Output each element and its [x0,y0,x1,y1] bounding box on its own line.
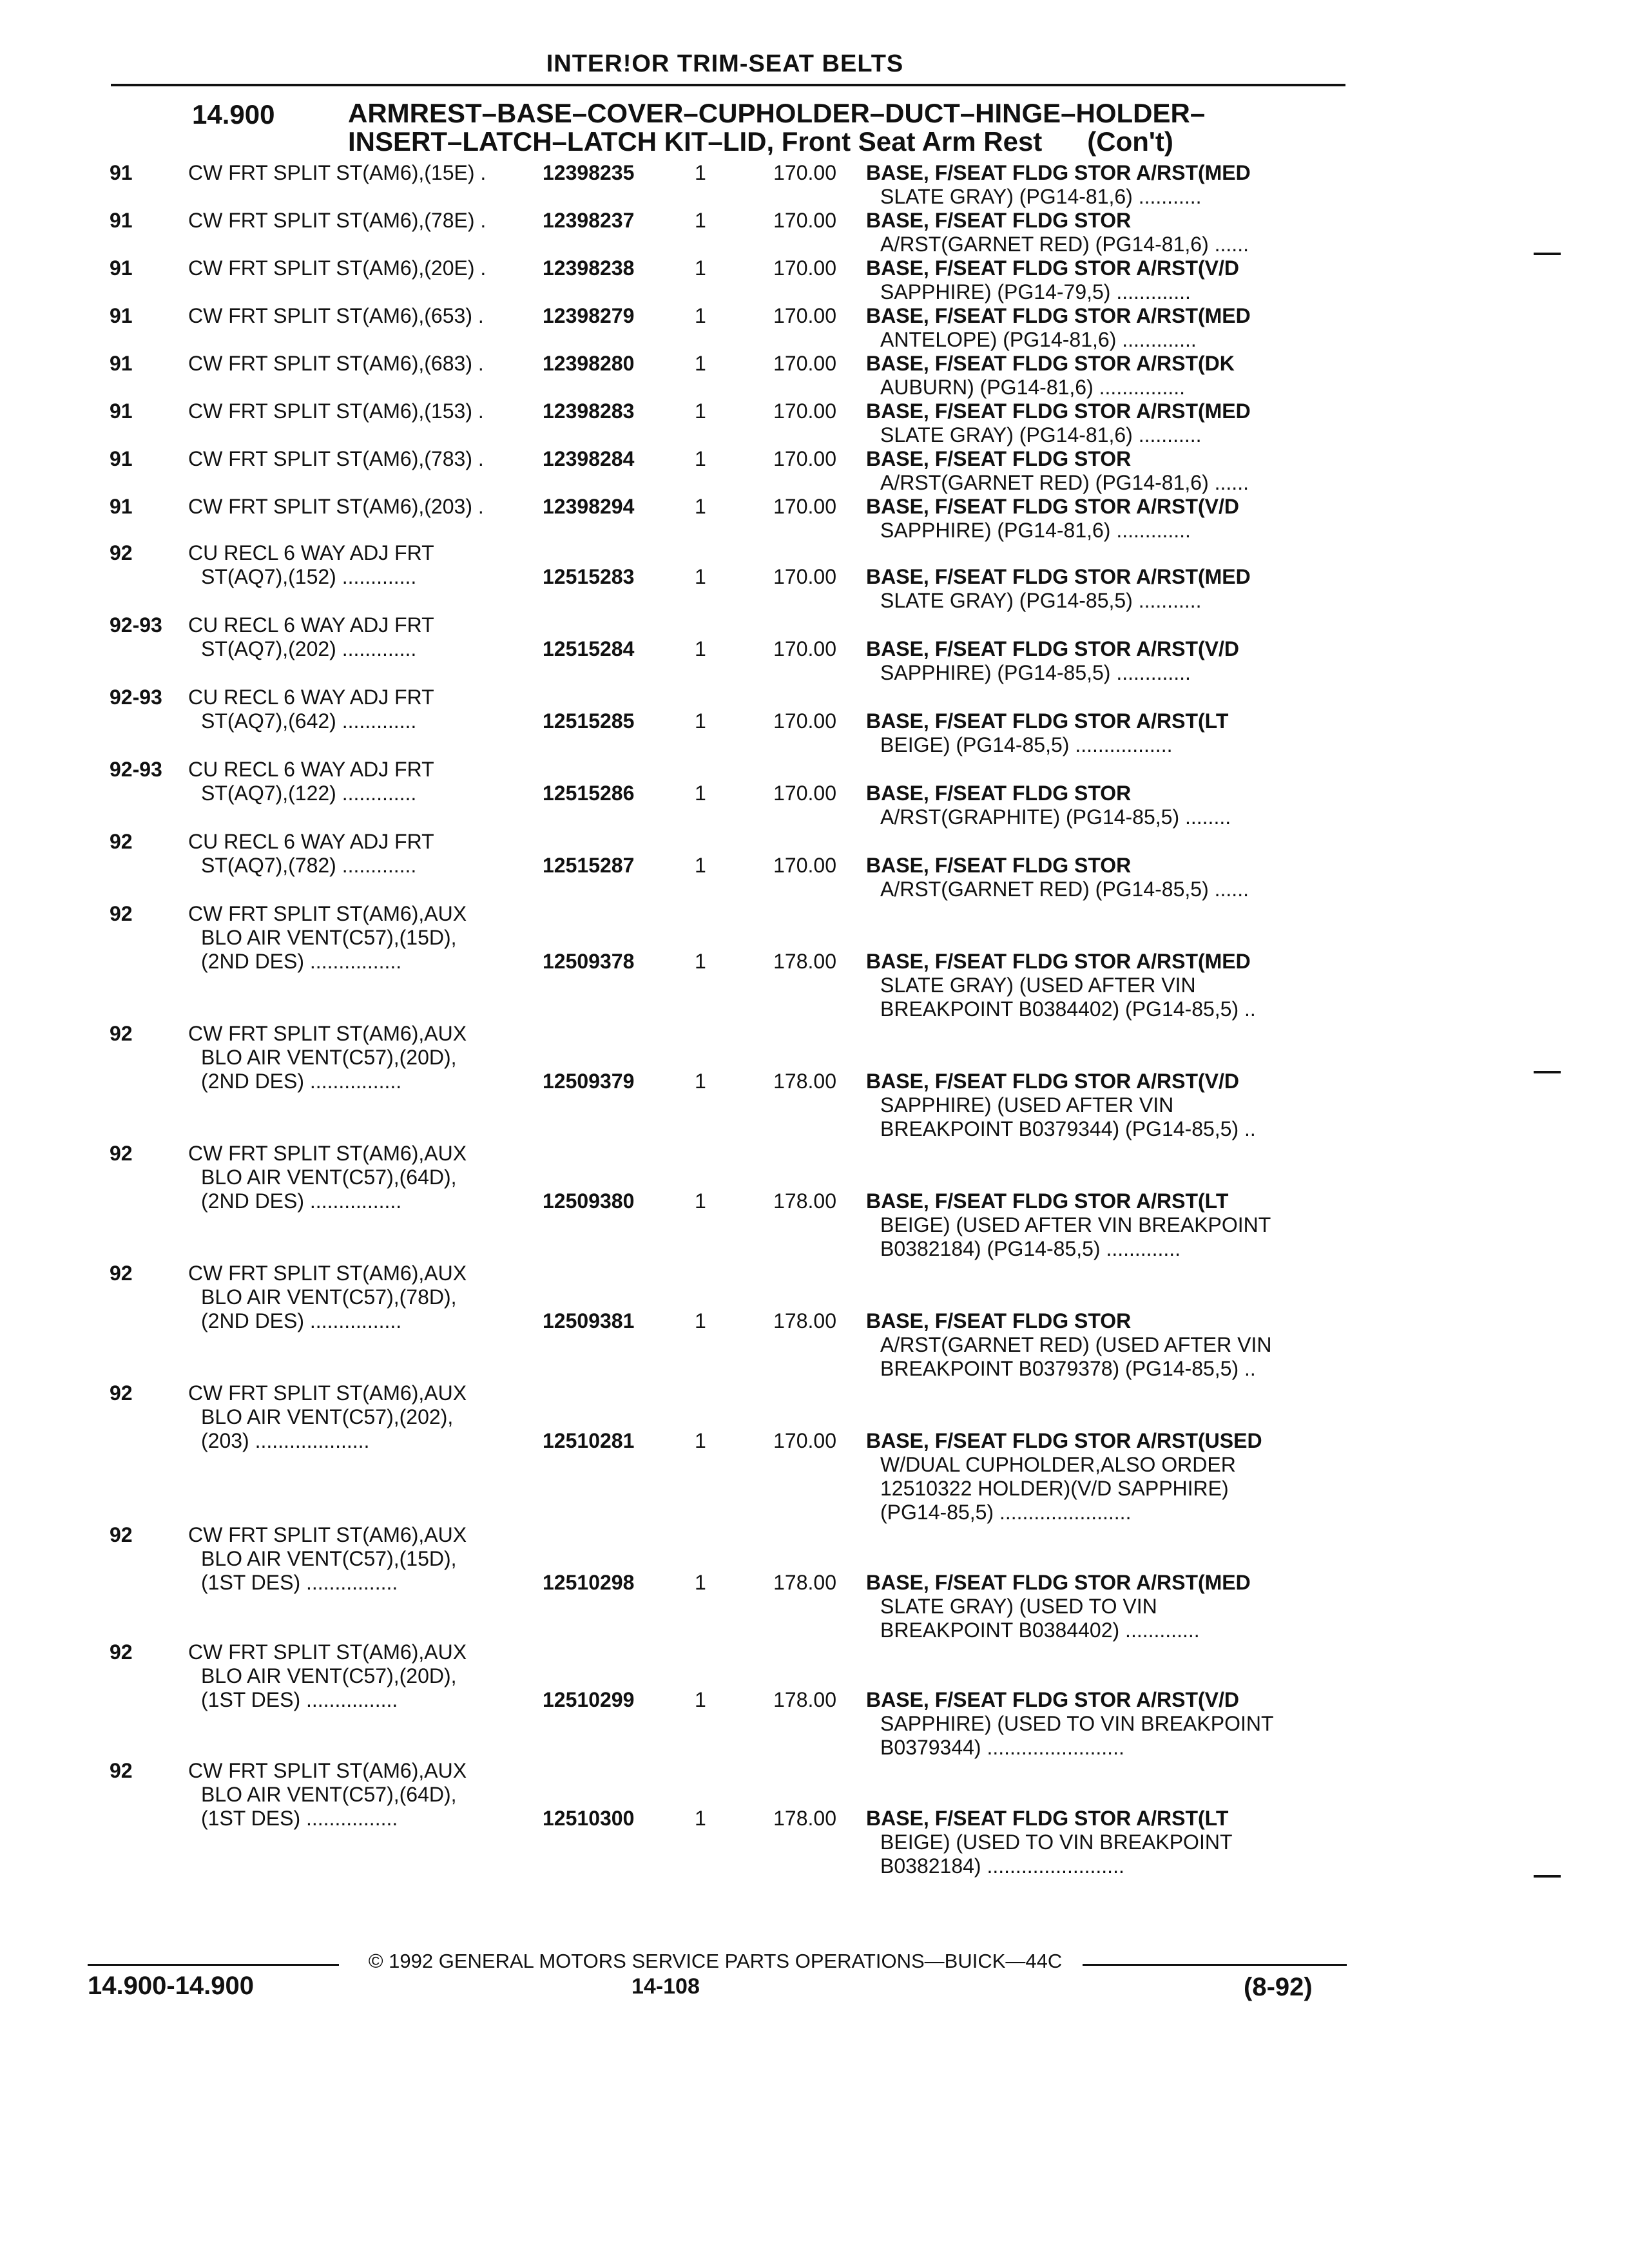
part-usage [188,1381,549,1453]
part-description [866,950,1346,1021]
price: 178.00 [773,1688,836,1711]
usage-line: CW FRT SPLIT ST(AM6),(783) . [188,447,484,470]
part-number: 12398235 [543,161,635,184]
part-usage [188,758,549,805]
usage-line: BLO AIR VENT(C57),(202), [201,1405,454,1428]
part-usage [188,256,549,280]
usage-line: CW FRT SPLIT ST(AM6),AUX [188,902,467,925]
usage-line: (203) .................... [201,1429,370,1452]
usage-line: (1ST DES) ................ [201,1688,398,1711]
quantity: 1 [695,1688,706,1711]
part-description [866,209,1346,256]
ref-number: 91 [110,256,133,280]
part-number: 12510281 [543,1429,635,1452]
price: 170.00 [773,256,836,280]
usage-line: CW FRT SPLIT ST(AM6),AUX [188,1142,467,1165]
part-number: 12515287 [543,854,635,877]
description-line: BASE, F/SEAT FLDG STOR A/RST(LT [866,1807,1229,1830]
price: 178.00 [773,1070,836,1093]
part-usage [188,1640,549,1712]
ref-number: 92-93 [110,686,162,709]
part-usage [188,447,549,471]
usage-line: ST(AQ7),(152) ............. [201,565,417,588]
part-usage [188,161,549,185]
price: 178.00 [773,1189,836,1213]
group-continued: (Con't) [1087,126,1173,157]
part-description [866,782,1346,829]
description-line: ANTELOPE) (PG14-81,6) ............. [880,328,1197,351]
description-line: BREAKPOINT B0384402) (PG14-85,5) .. [880,997,1256,1021]
part-number: 12509379 [543,1070,635,1093]
ref-number: 92 [110,1022,133,1045]
price: 170.00 [773,709,836,733]
description-line: BASE, F/SEAT FLDG STOR A/RST(MED [866,1571,1251,1594]
part-usage [188,830,549,878]
description-line: BASE, F/SEAT FLDG STOR A/RST(DK [866,352,1235,375]
description-line: SAPPHIRE) (PG14-81,6) ............. [880,519,1191,542]
quantity: 1 [695,256,706,280]
margin-tick [1534,1875,1561,1878]
part-usage [188,495,549,519]
usage-line: CU RECL 6 WAY ADJ FRT [188,686,434,709]
description-line: BASE, F/SEAT FLDG STOR A/RST(V/D [866,495,1239,518]
description-line: BASE, F/SEAT FLDG STOR [866,782,1132,805]
usage-line: (2ND DES) ................ [201,1070,402,1093]
ref-number: 92 [110,1262,133,1285]
description-line: B0379344) ........................ [880,1736,1124,1759]
usage-line: CU RECL 6 WAY ADJ FRT [188,541,434,564]
description-line: SLATE GRAY) (USED TO VIN [880,1595,1157,1618]
description-line: BEIGE) (USED AFTER VIN BREAKPOINT [880,1213,1271,1236]
quantity: 1 [695,565,706,588]
part-number: 12509381 [543,1309,635,1332]
quantity: 1 [695,1429,706,1452]
price: 178.00 [773,1807,836,1830]
part-usage [188,209,549,233]
description-line: SAPPHIRE) (PG14-79,5) ............. [880,280,1191,303]
description-line: BASE, F/SEAT FLDG STOR A/RST(V/D [866,1070,1239,1093]
ref-number: 91 [110,161,133,184]
part-description [866,1429,1346,1524]
ref-number: 92 [110,1381,133,1405]
ref-number: 92-93 [110,758,162,781]
usage-line: BLO AIR VENT(C57),(64D), [201,1783,457,1806]
usage-line: BLO AIR VENT(C57),(20D), [201,1664,457,1687]
part-number: 12510299 [543,1688,635,1711]
usage-line: BLO AIR VENT(C57),(64D), [201,1166,457,1189]
quantity: 1 [695,161,706,184]
usage-line: CW FRT SPLIT ST(AM6),AUX [188,1381,467,1405]
usage-line: (2ND DES) ................ [201,950,402,973]
group-description-line1: ARMREST–BASE–COVER–CUPHOLDER–DUCT–HINGE–HOLDER– [348,98,1206,128]
usage-line: CU RECL 6 WAY ADJ FRT [188,613,434,637]
usage-line: ST(AQ7),(782) ............. [201,854,417,877]
description-line: B0382184) ........................ [880,1854,1124,1878]
ref-number: 92 [110,830,133,853]
ref-number: 92 [110,541,133,564]
footer-date-code: (8-92) [1244,1973,1313,2001]
section-title: INTER!OR TRIM-SEAT BELTS [546,50,904,77]
part-number: 12398280 [543,352,635,375]
usage-line: CW FRT SPLIT ST(AM6),(15E) . [188,161,487,184]
margin-tick [1534,1071,1561,1073]
quantity: 1 [695,447,706,470]
description-line: A/RST(GRAPHITE) (PG14-85,5) ........ [880,805,1231,829]
quantity: 1 [695,495,706,518]
part-description [866,161,1346,209]
description-line: A/RST(GARNET RED) (USED AFTER VIN [880,1333,1272,1356]
footer-rule-left [88,1964,339,1966]
description-line: SAPPHIRE) (USED TO VIN BREAKPOINT [880,1712,1274,1735]
description-line: BASE, F/SEAT FLDG STOR [866,209,1132,232]
part-number: 12398279 [543,304,635,327]
part-description [866,304,1346,352]
usage-line: BLO AIR VENT(C57),(78D), [201,1285,457,1309]
quantity: 1 [695,352,706,375]
quantity: 1 [695,1070,706,1093]
part-number: 12509378 [543,950,635,973]
part-description [866,709,1346,757]
quantity: 1 [695,304,706,327]
description-line: BASE, F/SEAT FLDG STOR A/RST(USED [866,1429,1262,1452]
group-description-line2: INSERT–LATCH–LATCH KIT–LID, Front Seat Arm Rest [348,126,1043,157]
part-number: 12398284 [543,447,635,470]
ref-number: 92 [110,902,133,925]
part-usage [188,399,549,423]
part-number: 12510300 [543,1807,635,1830]
price: 170.00 [773,447,836,470]
quantity: 1 [695,854,706,877]
quantity: 1 [695,950,706,973]
part-usage [188,1523,549,1595]
part-usage [188,1759,549,1831]
price: 170.00 [773,304,836,327]
ref-number: 91 [110,495,133,518]
price: 178.00 [773,950,836,973]
description-line: BASE, F/SEAT FLDG STOR A/RST(MED [866,565,1251,588]
description-line: BASE, F/SEAT FLDG STOR A/RST(V/D [866,256,1239,280]
quantity: 1 [695,1571,706,1594]
part-description [866,256,1346,304]
description-line: 12510322 HOLDER)(V/D SAPPHIRE) [880,1477,1229,1500]
description-line: SLATE GRAY) (PG14-81,6) ........... [880,185,1202,208]
description-line: SAPPHIRE) (PG14-85,5) ............. [880,661,1191,684]
description-line: BASE, F/SEAT FLDG STOR A/RST(LT [866,709,1229,733]
quantity: 1 [695,782,706,805]
part-usage [188,902,549,974]
footer-section-range: 14.900-14.900 [88,1972,255,2000]
part-description [866,1309,1346,1381]
group-number: 14.900 [192,99,275,130]
part-description [866,1807,1346,1878]
ref-number: 92 [110,1142,133,1165]
quantity: 1 [695,209,706,232]
ref-number: 92 [110,1640,133,1664]
description-line: BREAKPOINT B0379378) (PG14-85,5) .. [880,1357,1256,1380]
usage-line: (2ND DES) ................ [201,1189,402,1213]
usage-line: ST(AQ7),(122) ............. [201,782,417,805]
description-line: W/DUAL CUPHOLDER,ALSO ORDER [880,1453,1236,1476]
description-line: BEIGE) (USED TO VIN BREAKPOINT [880,1831,1233,1854]
usage-line: CW FRT SPLIT ST(AM6),AUX [188,1022,467,1045]
part-usage [188,1262,549,1333]
usage-line: ST(AQ7),(642) ............. [201,709,417,733]
description-line: SLATE GRAY) (PG14-85,5) ........... [880,589,1202,612]
part-description [866,854,1346,901]
price: 170.00 [773,161,836,184]
description-line: BASE, F/SEAT FLDG STOR [866,1309,1132,1332]
usage-line: CW FRT SPLIT ST(AM6),(20E) . [188,256,487,280]
part-usage [188,352,549,376]
usage-line: BLO AIR VENT(C57),(15D), [201,1547,457,1570]
usage-line: CW FRT SPLIT ST(AM6),AUX [188,1759,467,1782]
description-line: SLATE GRAY) (USED AFTER VIN [880,974,1196,997]
description-line: B0382184) (PG14-85,5) ............. [880,1237,1181,1260]
part-usage [188,686,549,733]
usage-line: CW FRT SPLIT ST(AM6),AUX [188,1523,467,1546]
description-line: BASE, F/SEAT FLDG STOR A/RST(MED [866,950,1251,973]
part-number: 12398294 [543,495,635,518]
description-line: BASE, F/SEAT FLDG STOR A/RST(MED [866,399,1251,423]
part-number: 12515285 [543,709,635,733]
description-line: A/RST(GARNET RED) (PG14-81,6) ...... [880,233,1249,256]
usage-line: CU RECL 6 WAY ADJ FRT [188,758,434,781]
usage-line: CW FRT SPLIT ST(AM6),AUX [188,1262,467,1285]
part-number: 12515284 [543,637,635,660]
description-line: BASE, F/SEAT FLDG STOR A/RST(V/D [866,637,1239,660]
margin-tick [1534,253,1561,255]
part-description [866,637,1346,685]
description-line: AUBURN) (PG14-81,6) ............... [880,376,1185,399]
quantity: 1 [695,1189,706,1213]
description-line: BASE, F/SEAT FLDG STOR [866,854,1132,877]
quantity: 1 [695,1807,706,1830]
ref-number: 91 [110,447,133,470]
description-line: SAPPHIRE) (USED AFTER VIN [880,1093,1174,1117]
usage-line: BLO AIR VENT(C57),(20D), [201,1046,457,1069]
footer-page-number: 14-108 [631,1974,700,1999]
description-line: BASE, F/SEAT FLDG STOR A/RST(LT [866,1189,1229,1213]
usage-line: CW FRT SPLIT ST(AM6),(683) . [188,352,484,375]
price: 170.00 [773,209,836,232]
price: 170.00 [773,1429,836,1452]
part-description [866,565,1346,613]
part-description [866,1070,1346,1141]
description-line: BASE, F/SEAT FLDG STOR A/RST(MED [866,161,1251,184]
ref-number: 92 [110,1523,133,1546]
part-number: 12398283 [543,399,635,423]
usage-line: (1ST DES) ................ [201,1571,398,1594]
ref-number: 91 [110,399,133,423]
price: 170.00 [773,637,836,660]
price: 178.00 [773,1309,836,1332]
part-number: 12515283 [543,565,635,588]
part-number: 12509380 [543,1189,635,1213]
ref-number: 91 [110,352,133,375]
quantity: 1 [695,637,706,660]
part-description [866,447,1346,495]
ref-number: 91 [110,304,133,327]
part-description [866,1189,1346,1261]
ref-number: 92 [110,1759,133,1782]
price: 170.00 [773,854,836,877]
part-number: 12398238 [543,256,635,280]
part-usage [188,1142,549,1213]
description-line: A/RST(GARNET RED) (PG14-85,5) ...... [880,878,1249,901]
description-line: BASE, F/SEAT FLDG STOR [866,447,1132,470]
description-line: BREAKPOINT B0379344) (PG14-85,5) .. [880,1117,1256,1140]
price: 170.00 [773,565,836,588]
part-usage [188,1022,549,1093]
description-line: A/RST(GARNET RED) (PG14-81,6) ...... [880,471,1249,494]
price: 170.00 [773,495,836,518]
usage-line: (2ND DES) ................ [201,1309,402,1332]
description-line: (PG14-85,5) ....................... [880,1501,1132,1524]
ref-number: 91 [110,209,133,232]
part-usage [188,304,549,328]
part-usage [188,541,549,589]
footer-rule-right [1083,1964,1347,1966]
quantity: 1 [695,399,706,423]
usage-line: CW FRT SPLIT ST(AM6),(78E) . [188,209,487,232]
description-line: BASE, F/SEAT FLDG STOR A/RST(V/D [866,1688,1239,1711]
part-description [866,1571,1346,1642]
usage-line: CW FRT SPLIT ST(AM6),(653) . [188,304,484,327]
usage-line: CW FRT SPLIT ST(AM6),(203) . [188,495,484,518]
ref-number: 92-93 [110,613,162,637]
price: 178.00 [773,1571,836,1594]
description-line: BEIGE) (PG14-85,5) ................. [880,733,1173,756]
description-line: SLATE GRAY) (PG14-81,6) ........... [880,423,1202,447]
quantity: 1 [695,709,706,733]
part-description [866,352,1346,399]
part-description [866,399,1346,447]
quantity: 1 [695,1309,706,1332]
price: 170.00 [773,782,836,805]
part-description [866,495,1346,543]
part-usage [188,613,549,661]
part-number: 12515286 [543,782,635,805]
price: 170.00 [773,399,836,423]
usage-line: CW FRT SPLIT ST(AM6),AUX [188,1640,467,1664]
price: 170.00 [773,352,836,375]
usage-line: CU RECL 6 WAY ADJ FRT [188,830,434,853]
part-number: 12398237 [543,209,635,232]
copyright-notice: © 1992 GENERAL MOTORS SERVICE PARTS OPERATIONS—BUICK—44C [368,1950,1063,1972]
part-description [866,1688,1346,1760]
usage-line: ST(AQ7),(202) ............. [201,637,417,660]
usage-line: BLO AIR VENT(C57),(15D), [201,926,457,949]
usage-line: CW FRT SPLIT ST(AM6),(153) . [188,399,484,423]
part-number: 12510298 [543,1571,635,1594]
usage-line: (1ST DES) ................ [201,1807,398,1830]
description-line: BREAKPOINT B0384402) ............. [880,1619,1200,1642]
description-line: BASE, F/SEAT FLDG STOR A/RST(MED [866,304,1251,327]
